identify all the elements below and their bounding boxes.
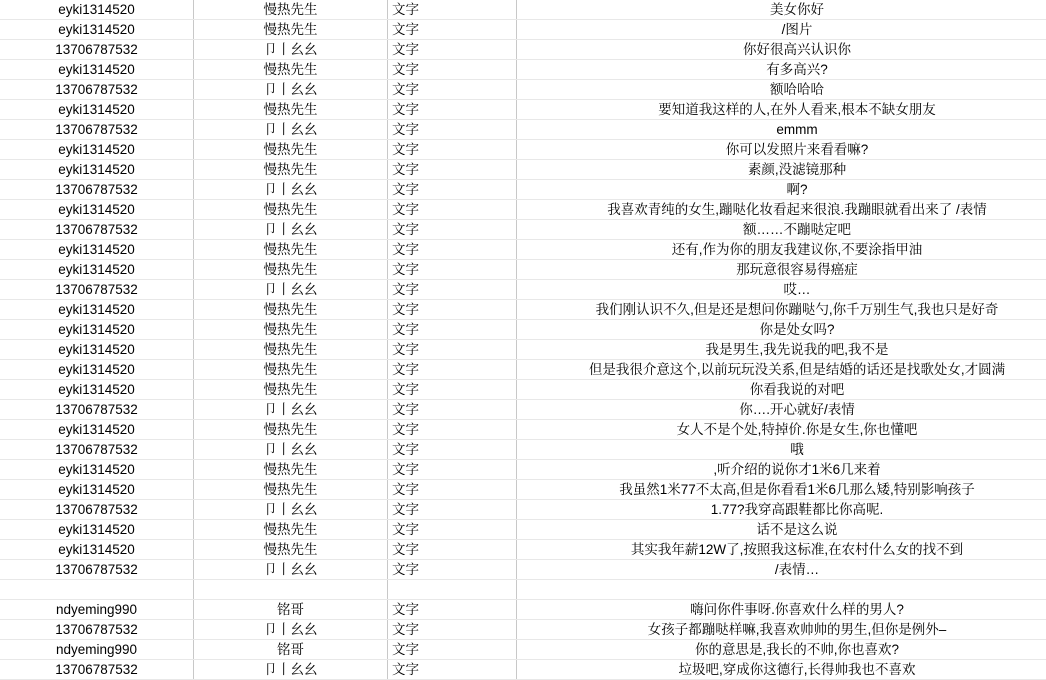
cell-message-content[interactable]: 素颜,没滤镜那种 <box>517 160 1046 180</box>
cell-sender-name[interactable]: 慢热先生 <box>194 540 388 560</box>
table-row[interactable] <box>0 660 1046 680</box>
cell-sender-name[interactable]: 慢热先生 <box>194 320 388 340</box>
cell-message-content[interactable]: 话不是这么说 <box>517 520 1046 540</box>
cell-sender-id[interactable]: 13706787532 <box>0 40 194 60</box>
cell-sender-id[interactable]: eyki1314520 <box>0 100 194 120</box>
cell-message-type[interactable]: 文字 <box>388 340 517 360</box>
cell-message-content[interactable]: /表情… <box>517 560 1046 580</box>
cell-sender-name[interactable]: 卩丨幺幺 <box>194 280 388 300</box>
cell-sender-name[interactable]: 慢热先生 <box>194 380 388 400</box>
cell-sender-name[interactable]: 铭哥 <box>194 600 388 620</box>
cell-sender-id[interactable]: 13706787532 <box>0 500 194 520</box>
cell-sender-name[interactable]: 卩丨幺幺 <box>194 80 388 100</box>
table-row[interactable] <box>0 600 1046 620</box>
cell-message-content[interactable] <box>517 580 1046 600</box>
table-row[interactable] <box>0 360 1046 380</box>
table-row[interactable] <box>0 340 1046 360</box>
table-row[interactable] <box>0 500 1046 520</box>
cell-sender-id[interactable]: 13706787532 <box>0 120 194 140</box>
cell-sender-name[interactable]: 卩丨幺幺 <box>194 220 388 240</box>
cell-sender-id[interactable]: eyki1314520 <box>0 260 194 280</box>
cell-sender-name[interactable]: 慢热先生 <box>194 20 388 40</box>
cell-message-content[interactable]: 你是处女吗? <box>517 320 1046 340</box>
cell-sender-id[interactable]: 13706787532 <box>0 280 194 300</box>
cell-sender-name[interactable]: 慢热先生 <box>194 260 388 280</box>
table-row[interactable] <box>0 420 1046 440</box>
table-row[interactable] <box>0 140 1046 160</box>
cell-sender-id[interactable]: 13706787532 <box>0 80 194 100</box>
cell-sender-id[interactable]: eyki1314520 <box>0 380 194 400</box>
cell-sender-id[interactable]: 13706787532 <box>0 440 194 460</box>
table-row[interactable] <box>0 540 1046 560</box>
cell-sender-name[interactable]: 卩丨幺幺 <box>194 120 388 140</box>
cell-sender-id[interactable]: eyki1314520 <box>0 540 194 560</box>
table-row[interactable] <box>0 100 1046 120</box>
cell-sender-name[interactable]: 慢热先生 <box>194 0 388 20</box>
table-row[interactable] <box>0 640 1046 660</box>
cell-sender-id[interactable]: eyki1314520 <box>0 520 194 540</box>
cell-sender-id[interactable]: 13706787532 <box>0 560 194 580</box>
cell-message-content[interactable]: 嗨问你件事呀.你喜欢什么样的男人? <box>517 600 1046 620</box>
cell-sender-id[interactable]: ndyeming990 <box>0 640 194 660</box>
cell-sender-name[interactable]: 慢热先生 <box>194 200 388 220</box>
cell-sender-name[interactable]: 慢热先生 <box>194 240 388 260</box>
cell-message-content[interactable]: 女孩子都蹦哒样嘛,我喜欢帅帅的男生,但你是例外– <box>517 620 1046 640</box>
cell-message-content[interactable]: 美女你好 <box>517 0 1046 20</box>
cell-message-type[interactable]: 文字 <box>388 280 517 300</box>
cell-sender-id[interactable]: eyki1314520 <box>0 140 194 160</box>
cell-sender-id[interactable]: eyki1314520 <box>0 360 194 380</box>
table-row[interactable] <box>0 280 1046 300</box>
cell-message-content[interactable]: 女人不是个处,特掉价.你是女生,你也懂吧 <box>517 420 1046 440</box>
table-row[interactable] <box>0 160 1046 180</box>
cell-message-content[interactable]: 我虽然1米77不太高,但是你看看1米6几那么矮,特别影响孩子 <box>517 480 1046 500</box>
cell-message-type[interactable]: 文字 <box>388 400 517 420</box>
cell-sender-id[interactable]: eyki1314520 <box>0 200 194 220</box>
cell-message-type[interactable]: 文字 <box>388 260 517 280</box>
cell-message-type[interactable]: 文字 <box>388 300 517 320</box>
table-row[interactable] <box>0 180 1046 200</box>
cell-sender-name[interactable]: 卩丨幺幺 <box>194 560 388 580</box>
cell-sender-id[interactable]: eyki1314520 <box>0 480 194 500</box>
cell-sender-name[interactable]: 慢热先生 <box>194 420 388 440</box>
cell-sender-id[interactable]: ndyeming990 <box>0 600 194 620</box>
table-row[interactable] <box>0 120 1046 140</box>
cell-sender-id[interactable]: eyki1314520 <box>0 160 194 180</box>
cell-message-type[interactable]: 文字 <box>388 620 517 640</box>
cell-message-type[interactable]: 文字 <box>388 80 517 100</box>
cell-message-type[interactable]: 文字 <box>388 320 517 340</box>
cell-sender-id[interactable]: eyki1314520 <box>0 60 194 80</box>
cell-message-content[interactable]: 额哈哈哈 <box>517 80 1046 100</box>
cell-sender-name[interactable]: 慢热先生 <box>194 360 388 380</box>
cell-message-type[interactable]: 文字 <box>388 380 517 400</box>
cell-message-type[interactable]: 文字 <box>388 120 517 140</box>
cell-sender-name[interactable]: 卩丨幺幺 <box>194 500 388 520</box>
table-row[interactable] <box>0 80 1046 100</box>
cell-sender-id[interactable]: eyki1314520 <box>0 320 194 340</box>
cell-sender-name[interactable]: 卩丨幺幺 <box>194 180 388 200</box>
cell-message-content[interactable]: 那玩意很容易得癌症 <box>517 260 1046 280</box>
cell-sender-name[interactable]: 铭哥 <box>194 640 388 660</box>
cell-message-type[interactable]: 文字 <box>388 600 517 620</box>
cell-message-type[interactable]: 文字 <box>388 520 517 540</box>
cell-message-type[interactable]: 文字 <box>388 220 517 240</box>
table-row[interactable] <box>0 460 1046 480</box>
cell-message-content[interactable]: 哎… <box>517 280 1046 300</box>
cell-message-content[interactable]: 你的意思是,我长的不帅,你也喜欢? <box>517 640 1046 660</box>
cell-message-content[interactable]: 我是男生,我先说我的吧,我不是 <box>517 340 1046 360</box>
cell-message-content[interactable]: emmm <box>517 120 1046 140</box>
cell-sender-name[interactable]: 慢热先生 <box>194 480 388 500</box>
cell-message-type[interactable]: 文字 <box>388 660 517 680</box>
cell-message-content[interactable]: 有多高兴? <box>517 60 1046 80</box>
cell-message-content[interactable]: 1.77?我穿高跟鞋都比你高呢. <box>517 500 1046 520</box>
cell-message-content[interactable]: 你看我说的对吧 <box>517 380 1046 400</box>
cell-message-content[interactable]: 额……不蹦哒定吧 <box>517 220 1046 240</box>
cell-message-content[interactable]: 但是我很介意这个,以前玩玩没关系,但是结婚的话还是找歌处女,才圆满 <box>517 360 1046 380</box>
cell-sender-name[interactable]: 卩丨幺幺 <box>194 400 388 420</box>
cell-sender-id[interactable]: eyki1314520 <box>0 340 194 360</box>
table-row[interactable] <box>0 0 1046 20</box>
table-row[interactable] <box>0 580 1046 600</box>
cell-message-content[interactable]: 要知道我这样的人,在外人看来,根本不缺女朋友 <box>517 100 1046 120</box>
cell-sender-id[interactable]: 13706787532 <box>0 180 194 200</box>
table-row[interactable] <box>0 60 1046 80</box>
cell-message-type[interactable]: 文字 <box>388 460 517 480</box>
cell-message-content[interactable]: 啊? <box>517 180 1046 200</box>
table-row[interactable] <box>0 220 1046 240</box>
table-row[interactable] <box>0 400 1046 420</box>
table-row[interactable] <box>0 260 1046 280</box>
table-row[interactable] <box>0 300 1046 320</box>
table-row[interactable] <box>0 440 1046 460</box>
cell-message-type[interactable]: 文字 <box>388 480 517 500</box>
cell-message-type[interactable]: 文字 <box>388 440 517 460</box>
cell-message-content[interactable]: 你….开心就好/表情 <box>517 400 1046 420</box>
cell-message-content[interactable]: /图片 <box>517 20 1046 40</box>
cell-sender-id[interactable]: 13706787532 <box>0 620 194 640</box>
cell-sender-name[interactable]: 卩丨幺幺 <box>194 660 388 680</box>
cell-sender-name[interactable] <box>194 580 388 600</box>
cell-message-type[interactable]: 文字 <box>388 0 517 20</box>
cell-sender-id[interactable]: eyki1314520 <box>0 20 194 40</box>
table-row[interactable] <box>0 200 1046 220</box>
cell-sender-name[interactable]: 卩丨幺幺 <box>194 440 388 460</box>
cell-message-content[interactable]: 我喜欢青纯的女生,蹦哒化妆看起来很浪.我蹦眼就看出来了 /表情 <box>517 200 1046 220</box>
cell-sender-name[interactable]: 慢热先生 <box>194 60 388 80</box>
table-row[interactable] <box>0 320 1046 340</box>
cell-message-type[interactable]: 文字 <box>388 20 517 40</box>
cell-sender-id[interactable]: 13706787532 <box>0 220 194 240</box>
cell-message-type[interactable]: 文字 <box>388 240 517 260</box>
cell-message-content[interactable]: 其实我年薪12W了,按照我这标准,在农村什么女的找不到 <box>517 540 1046 560</box>
cell-sender-name[interactable]: 慢热先生 <box>194 100 388 120</box>
cell-message-content[interactable]: 我们刚认识不久,但是还是想问你蹦哒勺,你千万别生气,我也只是好奇 <box>517 300 1046 320</box>
table-row[interactable] <box>0 480 1046 500</box>
cell-sender-name[interactable]: 卩丨幺幺 <box>194 40 388 60</box>
cell-message-content[interactable]: 哦 <box>517 440 1046 460</box>
table-row[interactable] <box>0 560 1046 580</box>
cell-message-type[interactable]: 文字 <box>388 60 517 80</box>
cell-sender-id[interactable] <box>0 580 194 600</box>
cell-sender-id[interactable]: eyki1314520 <box>0 240 194 260</box>
cell-sender-name[interactable]: 卩丨幺幺 <box>194 620 388 640</box>
cell-message-type[interactable]: 文字 <box>388 160 517 180</box>
cell-sender-name[interactable]: 慢热先生 <box>194 460 388 480</box>
cell-message-content[interactable]: 垃圾吧,穿成你这德行,长得帅我也不喜欢 <box>517 660 1046 680</box>
table-row[interactable] <box>0 40 1046 60</box>
cell-message-content[interactable]: 还有,作为你的朋友我建议你,不要涂指甲油 <box>517 240 1046 260</box>
table-row[interactable] <box>0 620 1046 640</box>
table-row[interactable] <box>0 240 1046 260</box>
cell-sender-name[interactable]: 慢热先生 <box>194 300 388 320</box>
cell-message-type[interactable]: 文字 <box>388 40 517 60</box>
cell-message-type[interactable]: 文字 <box>388 540 517 560</box>
cell-sender-id[interactable]: eyki1314520 <box>0 300 194 320</box>
cell-sender-id[interactable]: eyki1314520 <box>0 460 194 480</box>
cell-sender-name[interactable]: 慢热先生 <box>194 140 388 160</box>
cell-sender-id[interactable]: 13706787532 <box>0 660 194 680</box>
cell-message-type[interactable] <box>388 580 517 600</box>
table-row[interactable] <box>0 20 1046 40</box>
cell-message-type[interactable]: 文字 <box>388 140 517 160</box>
cell-sender-id[interactable]: 13706787532 <box>0 400 194 420</box>
cell-sender-name[interactable]: 慢热先生 <box>194 340 388 360</box>
table-row[interactable] <box>0 380 1046 400</box>
cell-message-type[interactable]: 文字 <box>388 360 517 380</box>
cell-message-type[interactable]: 文字 <box>388 640 517 660</box>
cell-message-type[interactable]: 文字 <box>388 100 517 120</box>
cell-message-type[interactable]: 文字 <box>388 420 517 440</box>
cell-message-type[interactable]: 文字 <box>388 560 517 580</box>
cell-message-type[interactable]: 文字 <box>388 500 517 520</box>
cell-message-content[interactable]: 你可以发照片来看看嘛? <box>517 140 1046 160</box>
cell-message-content[interactable]: 你好很高兴认识你 <box>517 40 1046 60</box>
cell-sender-id[interactable]: eyki1314520 <box>0 420 194 440</box>
cell-sender-name[interactable]: 慢热先生 <box>194 520 388 540</box>
cell-message-type[interactable]: 文字 <box>388 180 517 200</box>
cell-message-content[interactable]: ,听介绍的说你才1米6几来着 <box>517 460 1046 480</box>
cell-message-type[interactable]: 文字 <box>388 200 517 220</box>
cell-sender-name[interactable]: 慢热先生 <box>194 160 388 180</box>
cell-sender-id[interactable]: eyki1314520 <box>0 0 194 20</box>
table-row[interactable] <box>0 520 1046 540</box>
